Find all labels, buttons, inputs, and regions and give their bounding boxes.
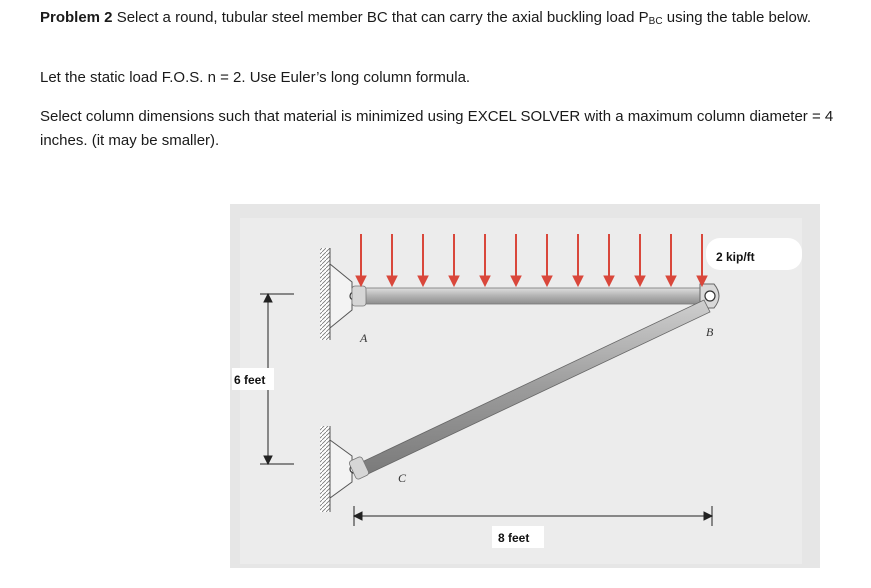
problem-text-post: using the table below. [662,9,812,26]
wall-lower [320,426,330,512]
point-a-label: A [360,331,368,345]
beam-ab [360,288,710,304]
problem-heading: Problem 2 [40,9,113,26]
problem-statement-line1 [40,6,840,34]
point-b-label: B [706,325,714,339]
height-label: 6 feet [234,373,266,387]
wall-upper [320,248,330,340]
truss-figure [230,204,820,568]
pbc-subscript: BC [648,16,663,27]
pin-b [705,291,715,301]
solver-instruction-text: Select column dimensions such that material is minimized using EXCEL SOLVER with a maximum column diameter = 4 inches. (it may be smaller). [40,108,834,149]
point-c-label: C [398,471,407,485]
load-label: 2 kip/ft [716,250,755,264]
load-factor-text: Let the static load F.O.S. n = 2. Use Euler’s long column formula. [40,69,471,86]
span-label: 8 feet [498,531,530,545]
problem-text-pre: Select a round, tubular steel member BC that can carry the axial buckling load P [116,9,649,26]
